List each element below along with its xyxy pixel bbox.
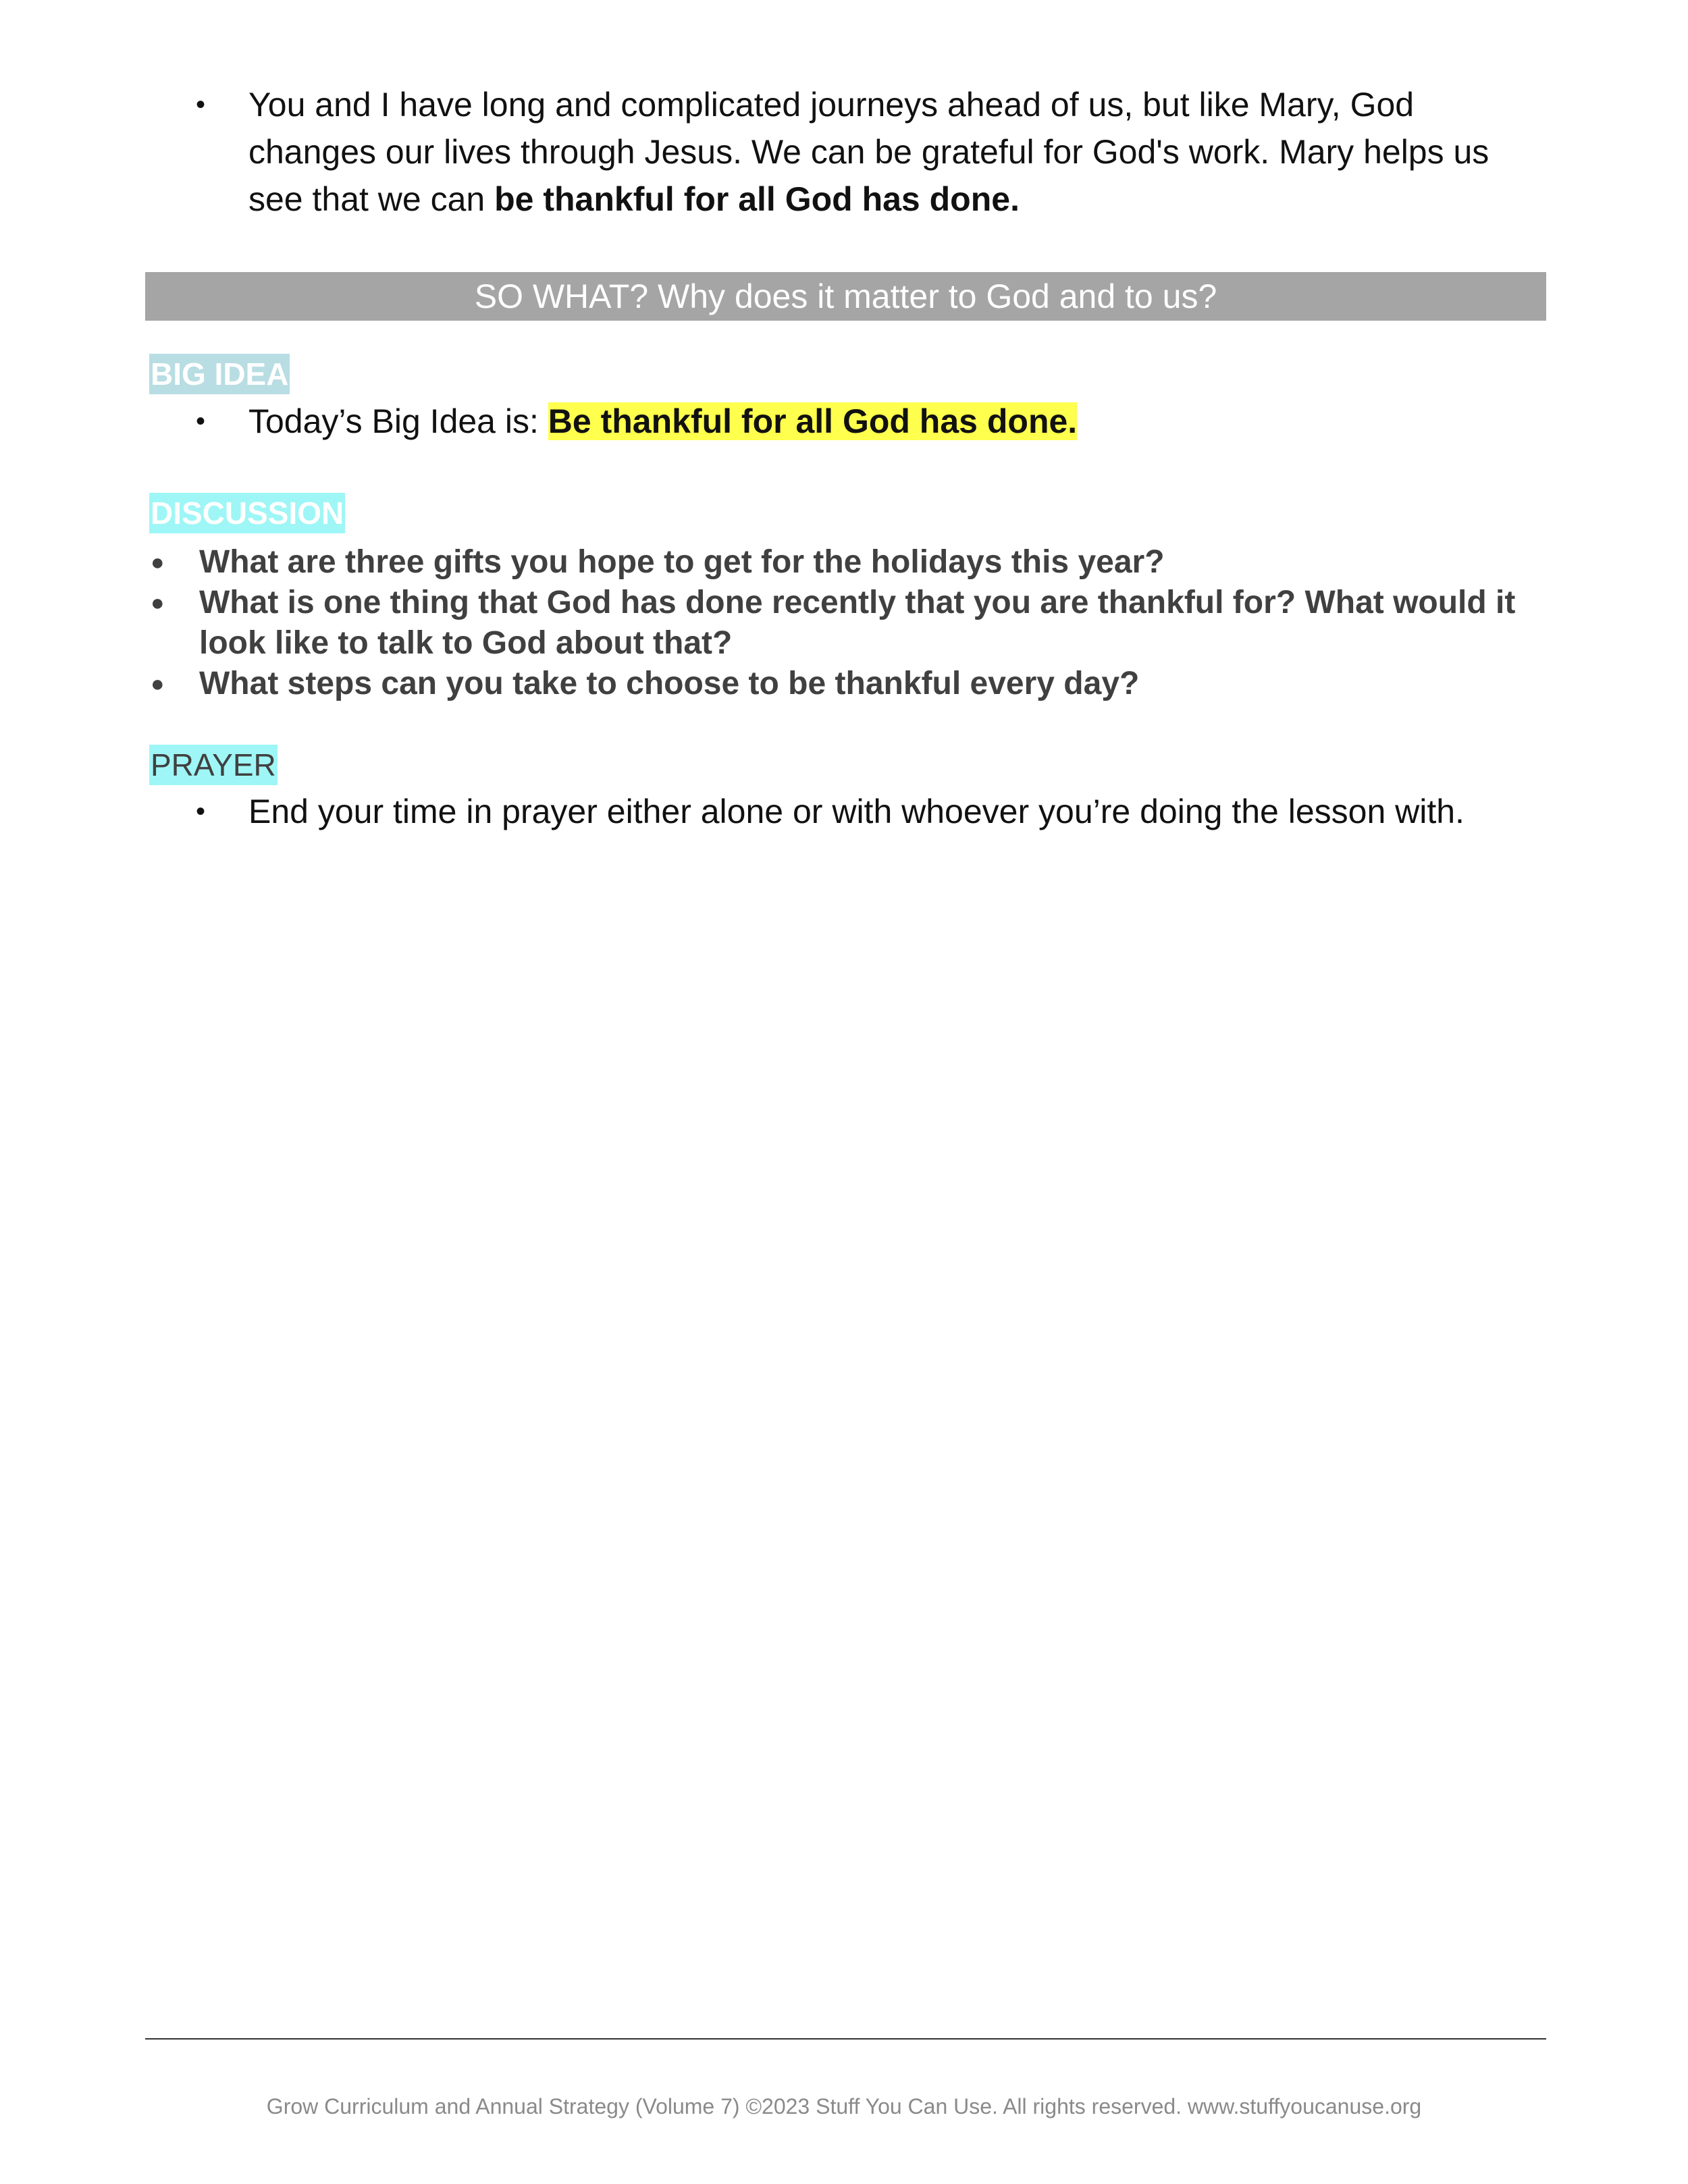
prayer-item: • End your time in prayer either alone or with whoever you’re doing the lesson with. [196,789,1539,834]
big-idea-list [196,398,1539,444]
section-banner: SO WHAT? Why does it matter to God and to us? [145,272,1546,321]
intro-text: You and I have long and complicated journeys ahead of us, but like Mary, God changes our lives through Jesus. We can be grateful for God's work. Mary helps us see that we can [248,86,1489,218]
prayer-list [196,789,1539,834]
discussion-list [145,542,1553,704]
big-idea-prefix: Today’s Big Idea is: [248,402,548,440]
footer-copyright: Grow Curriculum and Annual Strategy (Volume 7) ©2023 Stuff You Can Use. All rights reserved. www.stuffyoucanuse.org [266,2094,1422,2119]
big-idea-item [196,398,1539,444]
discussion-question: ● What is one thing that God has done recently that you are thankful for? What would it look like to talk to God about that? [145,583,1553,664]
big-idea-label: BIG IDEA [149,354,290,394]
big-idea-highlight: Be thankful for all God has done. [548,402,1078,440]
discussion-label: DISCUSSION [149,493,345,533]
intro-bold-text: be thankful for all God has done. [494,180,1020,218]
prayer-label: PRAYER [149,745,278,785]
discussion-question: ● What steps can you take to choose to be thankful every day? [145,664,1553,704]
intro-list [196,81,1539,223]
discussion-question: ● What are three gifts you hope to get for the holidays this year? [145,542,1553,583]
footer-divider [145,2038,1546,2040]
intro-paragraph [196,81,1539,223]
